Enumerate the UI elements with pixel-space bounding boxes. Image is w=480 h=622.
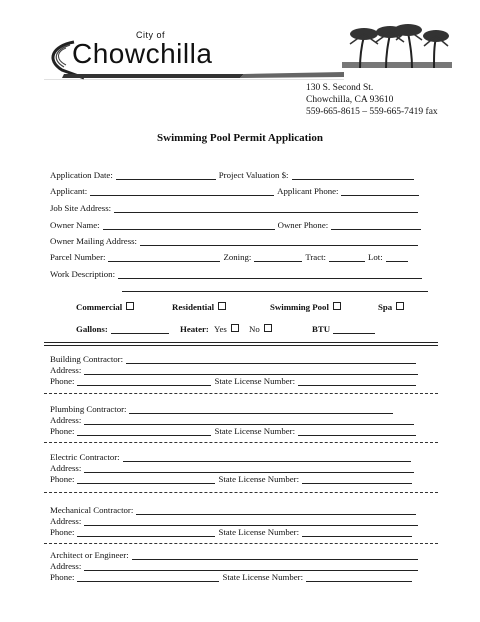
owner-mailing-address-field[interactable] [140,236,418,246]
row-work-description [50,269,425,279]
city-address [306,82,438,118]
electric-phone-field[interactable] [77,474,215,484]
tract-label: Tract: [305,252,327,262]
building-address-label: Address: [50,365,82,375]
lot-label: Lot: [368,252,383,262]
row-plumbing-contractor [50,404,396,414]
row-architect [50,550,421,560]
row-architect-address [50,561,421,571]
job-site-address-label: Job Site Address: [50,203,112,213]
divider-top-2 [44,345,438,346]
project-valuation-field[interactable] [292,170,414,180]
residential-label: Residential [172,302,215,312]
applicant-phone-label: Applicant Phone: [277,186,339,196]
type-swimming-pool[interactable] [270,302,341,312]
applicant-phone-field[interactable] [341,186,419,196]
divider-dashed-3 [44,492,438,493]
row-application-date [50,170,417,180]
btu-label: BTU [312,324,331,334]
heater-group [180,324,272,334]
building-license-label: State License Number: [214,376,296,386]
swimming-pool-checkbox[interactable] [333,302,341,310]
commercial-checkbox[interactable] [126,302,134,310]
heater-no-checkbox[interactable] [264,324,272,332]
architect-field[interactable] [132,550,418,560]
plumbing-phone-label: Phone: [50,426,75,436]
mechanical-license-label: State License Number: [218,527,300,537]
application-date-label: Application Date: [50,170,113,180]
row-job-site [50,203,421,213]
btu-field[interactable] [333,324,375,334]
commercial-label: Commercial [76,302,123,312]
city-name: Chowchilla [72,38,213,69]
row-electric-contractor [50,452,414,462]
row-electric-phone [50,474,415,484]
row-applicant [50,186,422,196]
row-mechanical-phone [50,527,415,537]
owner-name-field[interactable] [103,220,275,230]
architect-phone-label: Phone: [50,572,75,582]
electric-contractor-field[interactable] [123,452,411,462]
building-phone-label: Phone: [50,376,75,386]
electric-license-label: State License Number: [218,474,300,484]
plumbing-phone-field[interactable] [77,426,211,436]
mechanical-phone-field[interactable] [77,527,215,537]
job-site-address-field[interactable] [114,203,418,213]
mechanical-contractor-field[interactable] [136,505,416,515]
row-plumbing-address [50,415,417,425]
type-commercial[interactable] [76,302,134,312]
tract-field[interactable] [329,252,365,262]
address-street: 130 S. Second St. [306,83,374,93]
row-parcel [50,252,411,262]
row-mechanical-address [50,516,421,526]
row-owner-mailing [50,236,421,246]
row-electric-address [50,463,417,473]
mechanical-address-label: Address: [50,516,82,526]
architect-license-field[interactable] [306,572,412,582]
architect-address-field[interactable] [84,561,418,571]
plumbing-address-label: Address: [50,415,82,425]
mechanical-license-field[interactable] [302,527,412,537]
row-specs [76,324,172,334]
electric-address-label: Address: [50,463,82,473]
heater-label: Heater: [180,324,209,334]
owner-mailing-address-label: Owner Mailing Address: [50,236,137,246]
electric-license-field[interactable] [302,474,412,484]
architect-license-label: State License Number: [222,572,304,582]
heater-yes-checkbox[interactable] [231,324,239,332]
row-building-address [50,365,421,375]
plumbing-contractor-field[interactable] [129,404,393,414]
residential-checkbox[interactable] [218,302,226,310]
work-description-label: Work Description: [50,269,116,279]
mechanical-address-field[interactable] [84,516,418,526]
building-license-field[interactable] [298,376,416,386]
type-spa[interactable] [378,302,404,312]
electric-contractor-label: Electric Contractor: [50,452,120,462]
row-building-contractor [50,354,419,364]
heater-no-label: No [249,324,260,334]
mechanical-contractor-label: Mechanical Contractor: [50,505,134,515]
owner-phone-label: Owner Phone: [277,220,329,230]
owner-phone-field[interactable] [331,220,421,230]
work-description-field[interactable] [118,269,422,279]
mechanical-phone-label: Phone: [50,527,75,537]
architect-address-label: Address: [50,561,82,571]
type-residential[interactable] [172,302,226,312]
parcel-number-field[interactable] [108,252,220,262]
row-architect-phone [50,572,415,582]
application-date-field[interactable] [116,170,216,180]
row-owner-name [50,220,424,230]
city-logo [44,18,452,78]
applicant-field[interactable] [90,186,274,196]
gallons-field[interactable] [111,324,169,334]
owner-name-label: Owner Name: [50,220,100,230]
palm-trees-graphic [342,18,452,78]
building-address-field[interactable] [84,365,418,375]
heater-yes-label: Yes [214,324,227,334]
swimming-pool-label: Swimming Pool [270,302,329,312]
architect-label: Architect or Engineer: [50,550,129,560]
row-btu [312,324,378,334]
divider-dashed-1 [44,393,438,394]
architect-phone-field[interactable] [77,572,219,582]
building-phone-field[interactable] [77,376,211,386]
lot-field[interactable] [386,252,408,262]
work-description-field-line2[interactable] [122,291,428,292]
project-valuation-label: Project Valuation $: [218,170,289,180]
plumbing-contractor-label: Plumbing Contractor: [50,404,127,414]
building-contractor-label: Building Contractor: [50,354,124,364]
zoning-label: Zoning: [223,252,252,262]
divider-dashed-4 [44,543,438,544]
row-building-phone [50,376,419,386]
spa-label: Spa [378,302,393,312]
parcel-number-label: Parcel Number: [50,252,106,262]
row-mechanical-contractor [50,505,419,515]
divider-dashed-2 [44,442,438,443]
row-plumbing-phone [50,426,419,436]
gallons-label: Gallons: [76,324,108,334]
address-city: Chowchilla, CA 93610 [306,95,394,105]
electric-address-field[interactable] [84,463,414,473]
electric-phone-label: Phone: [50,474,75,484]
city-prefix: City of [136,30,166,40]
spa-checkbox[interactable] [396,302,404,310]
plumbing-license-label: State License Number: [214,426,296,436]
building-contractor-field[interactable] [126,354,416,364]
zoning-field[interactable] [254,252,302,262]
plumbing-license-field[interactable] [298,426,416,436]
applicant-label: Applicant: [50,186,88,196]
divider-top-1 [44,342,438,343]
phone-fax: 559-665-8615 – 559-665-7419 fax [306,107,438,117]
page-title: Swimming Pool Permit Application [157,132,323,144]
plumbing-address-field[interactable] [84,415,414,425]
